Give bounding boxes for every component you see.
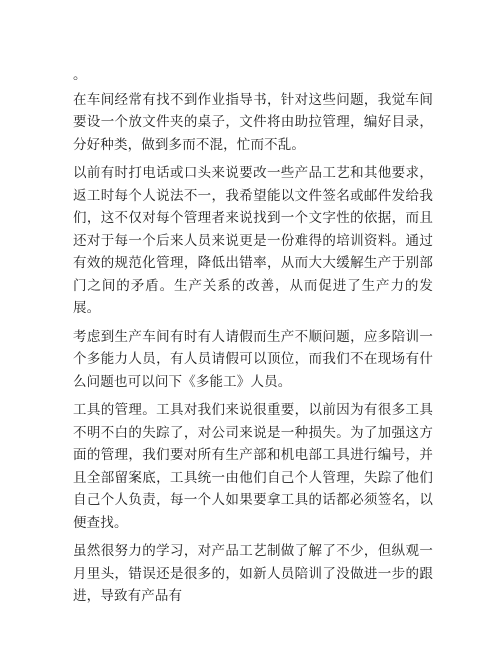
paragraph-process-changes: 以前有时打电话或口头来说要改一些产品工艺和其他要求，返工时每个人说法不一，我希望能以文件签名或邮件发给我们，这不仅对每个管理者来说找到一个文字性的依据，而且还对于每一个后来人员来说更是一份难得的培训资料。通过有效的规范化管理，降低出错率，从而大大缓解生产于别部门之间的矛盾。生产关系的改善，从而促进了生产力的发展。 xyxy=(73,165,433,316)
paragraph-workshop-documents: 在车间经常有找不到作业指导书，针对这些问题，我觉车间要设一个放文件夹的桌子，文件将由助拉管理，编好目录，分好种类，做到多而不混，忙而不乱。 xyxy=(73,91,433,153)
paragraph-multi-skilled-staff: 考虑到生产车间有时有人请假而生产不顺问题，应多陪训一个多能力人员，有人员请假可以顶位，而我们不在现场有什么问题也可以问下《多能工》人员。 xyxy=(73,328,433,390)
paragraph-learning-summary: 虽然很努力的学习，对产品工艺制做了解了不少，但纵观一月里头，错误还是很多的，如新人员陪训了没做进一步的跟进，导致有产品有 xyxy=(73,543,433,604)
paragraph-tool-management: 工具的管理。工具对我们来说很重要，以前因为有很多工具不明不白的失踪了，对公司来说是一种损失。为了加强这方面的管理，我们要对所有生产部和机电部工具进行编号，并且全部留案底，工具统一由他们自己个人管理，失踪了他们自己个人负责，每一个人如果要拿工具的话都必须签名，以便查找。 xyxy=(73,402,433,531)
document-body xyxy=(73,64,433,614)
paragraph-fragment: 。 xyxy=(73,67,87,83)
